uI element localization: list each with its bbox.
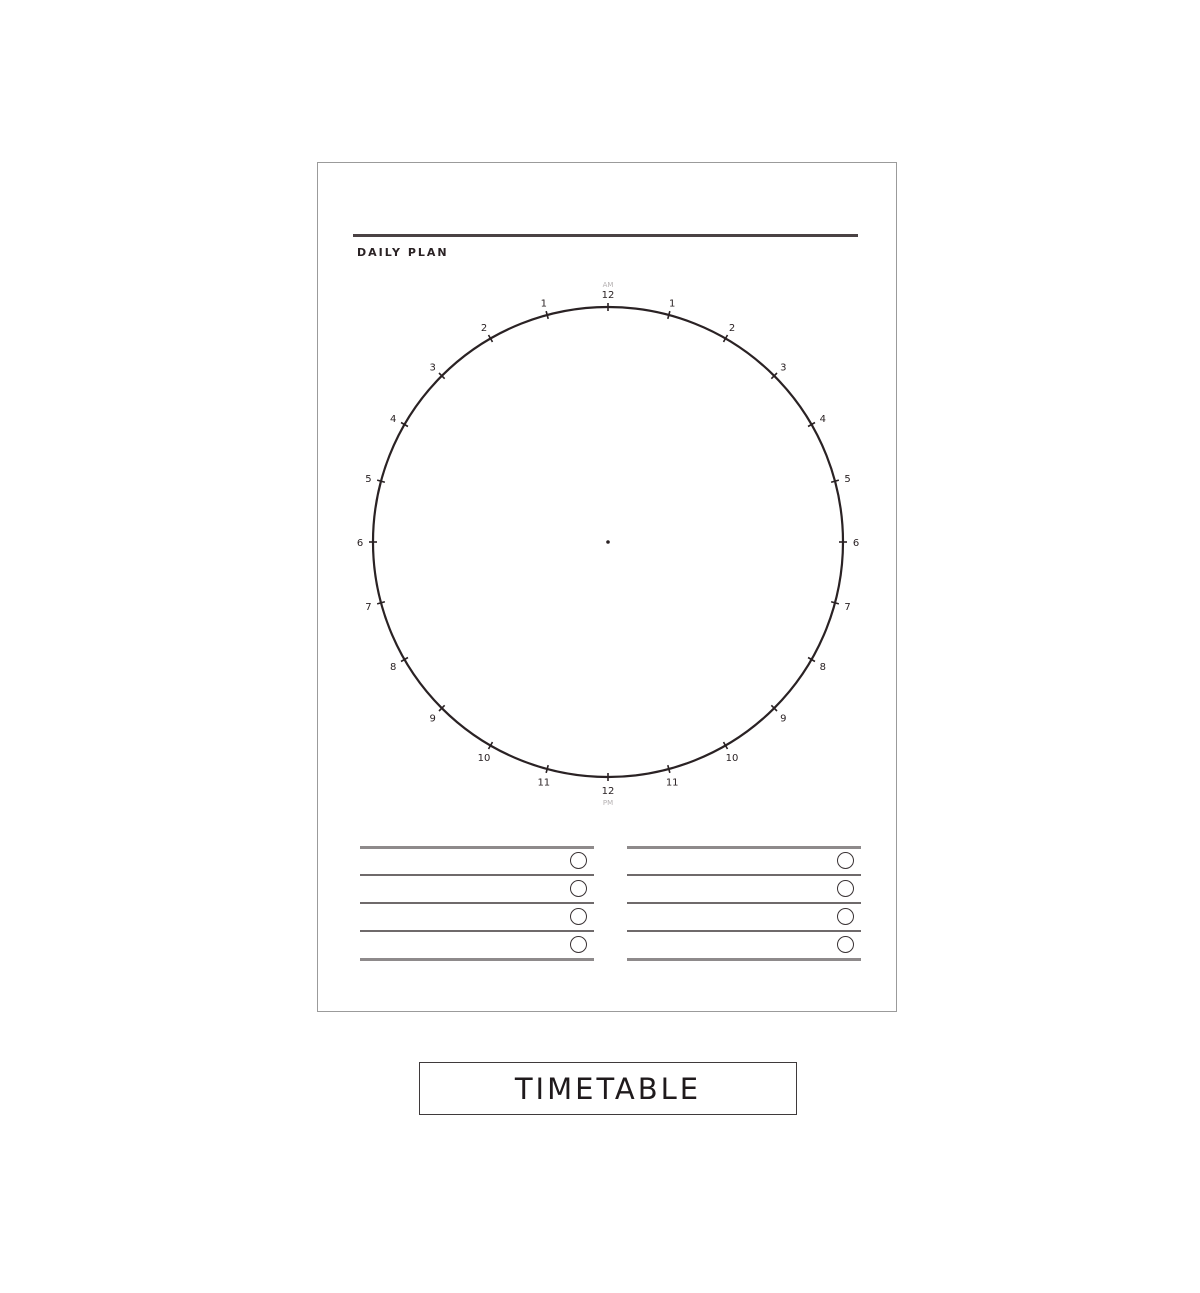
planner-title: DAILY PLAN <box>357 246 449 259</box>
hour-label: 5 <box>844 473 851 485</box>
hour-label: 12 <box>601 786 615 797</box>
checklist-rule <box>627 930 861 932</box>
checkbox-circle[interactable] <box>837 936 854 953</box>
hour-label: 2 <box>480 323 488 335</box>
hour-tick <box>668 765 670 773</box>
checklist-left <box>360 846 594 964</box>
hour-label: 8 <box>819 662 826 673</box>
checklist-rule <box>360 902 594 904</box>
am-label: AM <box>602 281 614 289</box>
hour-label: 3 <box>780 362 787 374</box>
hour-tick <box>546 765 548 773</box>
hour-label: 10 <box>725 752 739 764</box>
hour-label: 6 <box>356 538 364 549</box>
hour-label: 11 <box>537 777 551 789</box>
checklist-rule <box>627 846 861 849</box>
hour-label: 10 <box>477 752 491 764</box>
hour-label: 7 <box>365 602 372 614</box>
hour-label: 2 <box>728 323 736 335</box>
checklist-rule <box>360 874 594 876</box>
checklist-rule <box>360 958 594 961</box>
checklist-rule <box>627 958 861 961</box>
checklist-rule <box>360 846 594 849</box>
checklist-rule <box>360 930 594 932</box>
planner-page <box>317 162 897 1012</box>
hour-tick <box>831 602 839 604</box>
hour-label: 12 <box>601 290 615 301</box>
checkbox-circle[interactable] <box>570 936 587 953</box>
checklist-rule <box>627 902 861 904</box>
hour-label: 8 <box>390 662 397 673</box>
caption-text: TIMETABLE <box>514 1071 702 1106</box>
checkbox-circle[interactable] <box>837 852 854 869</box>
caption-box <box>419 1062 797 1115</box>
hour-label: 4 <box>819 414 826 425</box>
hour-label: 4 <box>390 414 397 425</box>
hour-tick <box>377 602 385 604</box>
hour-label: 5 <box>365 473 372 485</box>
checkbox-circle[interactable] <box>837 880 854 897</box>
clock-center-dot <box>606 540 610 544</box>
hour-tick <box>546 311 548 319</box>
hour-label: 7 <box>844 602 851 614</box>
checklist-rule <box>627 874 861 876</box>
hour-tick <box>377 480 385 482</box>
hour-label: 6 <box>852 538 860 549</box>
pm-label: PM <box>602 799 614 807</box>
clock-dial <box>318 163 898 843</box>
hour-tick <box>668 311 670 319</box>
hour-label: 1 <box>668 298 676 310</box>
checkbox-circle[interactable] <box>837 908 854 925</box>
hour-label: 9 <box>780 713 787 725</box>
checkbox-circle[interactable] <box>570 852 587 869</box>
hour-label: 1 <box>540 298 548 310</box>
checkbox-circle[interactable] <box>570 908 587 925</box>
hour-label: 11 <box>665 777 679 789</box>
checkbox-circle[interactable] <box>570 880 587 897</box>
checklist-right <box>627 846 861 964</box>
hour-label: 9 <box>429 713 436 725</box>
hour-label: 3 <box>429 362 436 374</box>
hour-tick <box>831 480 839 482</box>
